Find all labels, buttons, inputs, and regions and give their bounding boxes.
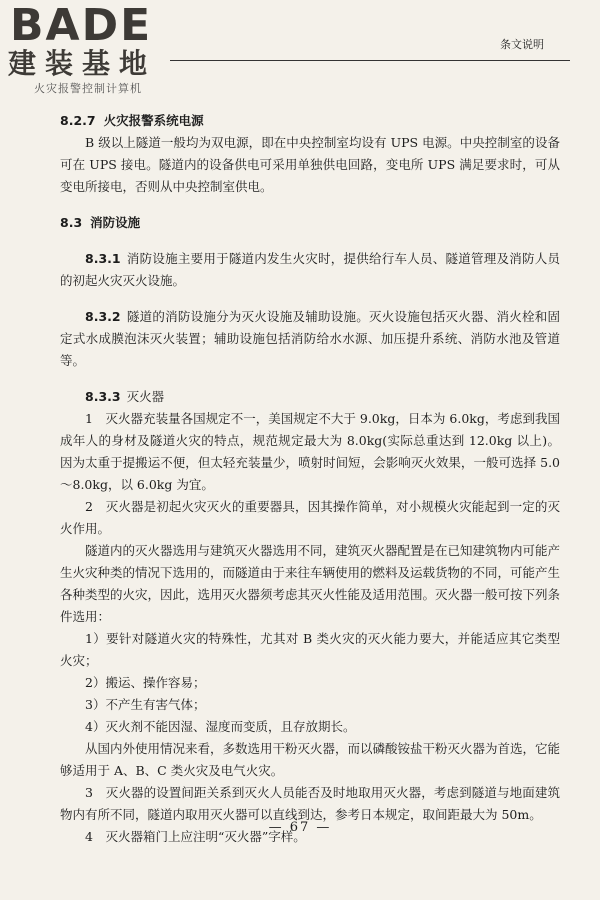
heading-8-3	[60, 212, 560, 234]
clause-title: 灭火器	[126, 389, 165, 404]
header-rule	[170, 60, 570, 61]
list-item: 1）要针对隧道火灾的特殊性，尤其对 B 类火灾的灭火能力要大，并能适应其它类型火灾；	[60, 631, 560, 668]
paragraph: B 级以上隧道一般均为双电源，即在中央控制室均设有 UPS 电源。中央控制室的设备可在 UPS 接电。隧道内的设备供电可采用单独供电回路，变电所 UPS 满足要求时，可从变电所接电，否则从中央控制室供电。	[60, 135, 560, 194]
clause-number: 8.3.1	[85, 251, 121, 266]
paragraph: 2 灭火器是初起火灾灭火的重要器具，因其操作简单，对小规模火灾能起到一定的灭火作用。	[60, 499, 560, 536]
clause-text: 隧道的消防设施分为灭火设施及辅助设施。灭火设施包括灭火器、消火栓和固定式水成膜泡沫灭火装置；辅助设施包括消防给水水源、加压提升系统、消防水池及管道等。	[60, 309, 560, 368]
heading-8-2-7	[60, 110, 560, 132]
ghost-header-text: 火灾报警控制计算机	[34, 82, 142, 95]
paragraph: 1 灭火器充装量各国规定不一，美国规定不大于 9.0kg，日本为 6.0kg，考虑到我国成年人的身材及隧道火灾的特点，规范规定最大为 8.0kg(实际总重达到 12.0kg 以上)。因为太重于提搬运不便，但太轻充装量少，喷射时间短，会影响灭火效果，一般可选择 5.0～8.0kg，以 6.0kg 为宜。	[60, 411, 560, 492]
section-number: 8.2.7	[60, 113, 96, 128]
paragraph: 4 灭火器箱门上应注明“灭火器”字样。	[85, 829, 306, 844]
list-item: 3）不产生有害气体；	[85, 697, 206, 712]
clause-number: 8.3.3	[85, 389, 121, 404]
paragraph: 隧道内的灭火器选用与建筑灭火器选用不同，建筑灭火器配置是在已知建筑物内可能产生火灾种类的情况下选用的，而隧道由于来往车辆使用的燃料及运载货物的不同，可能产生各种类型的火灾，因此，选用灭火器须考虑其灭火性能及适用范围。灭火器一般可按下列条件选用：	[60, 543, 561, 624]
list-item: 2）搬运、操作容易；	[85, 675, 206, 690]
logo-wordmark: BADE	[10, 0, 153, 51]
clause-8-3-2	[60, 306, 560, 372]
logo-subtitle: 建装基地	[8, 47, 157, 80]
clause-number: 8.3.2	[85, 309, 121, 324]
paragraph: 3 灭火器的设置间距关系到灭火人员能否及时地取用灭火器，考虑到隧道与地面建筑物内有所不同，隧道内取用灭火器可以直线到达，参考日本规定，取间距最大为 50m。	[60, 785, 560, 822]
clause-8-3-3-heading	[60, 386, 560, 408]
section-title: 消防设施	[90, 215, 141, 230]
page-body	[60, 110, 560, 848]
running-header: 条文说明	[500, 38, 544, 51]
section-title: 火灾报警系统电源	[103, 113, 204, 128]
clause-text: 消防设施主要用于隧道内发生火灾时，提供给行车人员、隧道管理及消防人员的初起火灾灭火设施。	[60, 251, 560, 288]
clause-8-3-1	[60, 248, 560, 292]
paragraph: 从国内外使用情况来看，多数选用干粉灭火器，而以磷酸铵盐干粉灭火器为首选，它能够适用于 A、B、C 类火灾及电气火灾。	[60, 741, 561, 778]
list-item: 4）灭火剂不能因湿、湿度而变质，且存放期长。	[85, 719, 356, 734]
page-number: — 67 —	[268, 820, 332, 835]
section-number: 8.3	[60, 215, 83, 230]
